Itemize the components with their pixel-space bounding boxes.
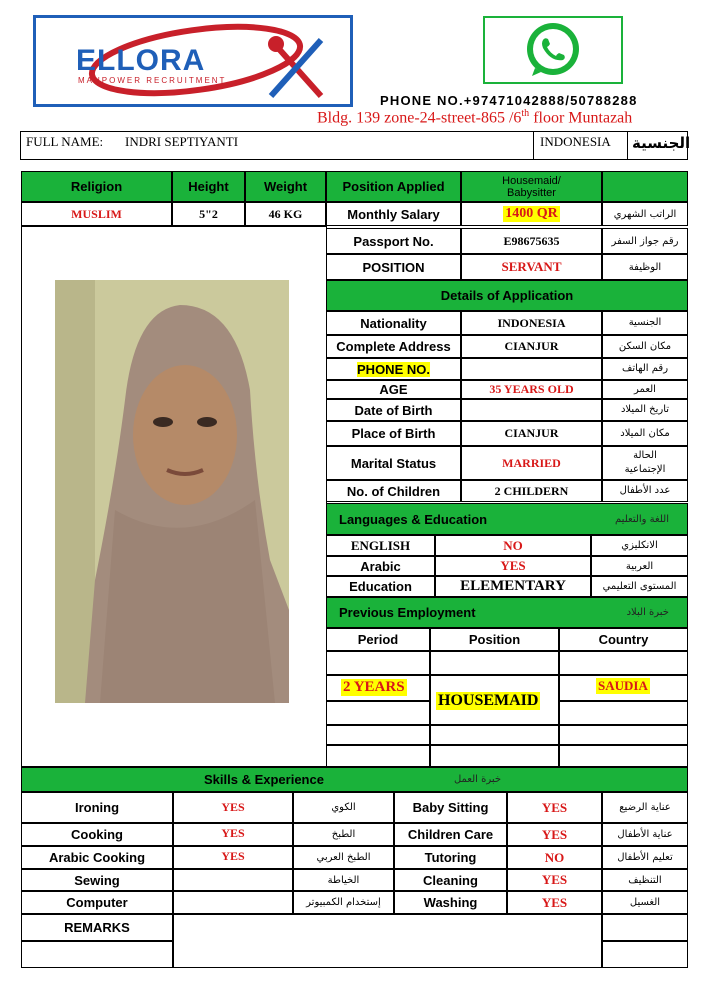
- logo-text: ELLORA: [76, 44, 206, 77]
- address-text: Bldg. 139 zone-24-street-865 /6: [317, 109, 522, 127]
- empty-header-cell: [602, 171, 688, 202]
- skill-label: Cooking: [21, 823, 173, 846]
- languages-title-ar: اللغة والتعليم: [615, 513, 669, 525]
- details-value: CIANJUR: [461, 335, 602, 358]
- skill-ar: الكوي: [293, 792, 394, 823]
- skill-value: YES: [507, 891, 602, 914]
- languages-header: [326, 503, 688, 535]
- whatsapp-logo: [483, 16, 623, 84]
- position-label: POSITION: [326, 254, 461, 280]
- previous-employment-header: [326, 597, 688, 628]
- prev-position-value: HOUSEMAID: [438, 692, 539, 709]
- details-label: AGE: [326, 380, 461, 399]
- skill-label: Computer: [21, 891, 173, 914]
- skill-label: Arabic Cooking: [21, 846, 173, 869]
- position-value: SERVANT: [461, 254, 602, 280]
- skill-value: YES: [173, 792, 293, 823]
- weight-value: 46 KG: [245, 202, 326, 226]
- details-value: MARRIED: [461, 446, 602, 480]
- prev-cell: [430, 725, 559, 745]
- address-tail: floor Muntazah: [529, 109, 633, 127]
- prev-cell: [559, 725, 688, 745]
- skill-value: YES: [507, 792, 602, 823]
- header-phone: PHONE NO.+97471042888/50788288: [380, 93, 638, 108]
- skill-ar: عناية الرضيع: [602, 792, 688, 823]
- divider: [533, 131, 534, 160]
- previous-title: Previous Employment: [339, 605, 476, 620]
- applicant-photo: [55, 280, 289, 703]
- weight-header: Weight: [245, 171, 326, 202]
- details-ar: مكان السكن: [602, 335, 688, 358]
- skill-label: Tutoring: [394, 846, 507, 869]
- skill-ar: الغسيل: [602, 891, 688, 914]
- skill-label: Children Care: [394, 823, 507, 846]
- details-label: Nationality: [326, 311, 461, 335]
- skills-title-ar: خبرة العمل: [453, 774, 502, 785]
- skill-value: [173, 891, 293, 914]
- position-ar: الوظيفة: [602, 254, 688, 280]
- religion-value: MUSLIM: [21, 202, 172, 226]
- header-address: [317, 108, 632, 127]
- full-name-label: FULL NAME:: [26, 134, 104, 149]
- skill-ar: عناية الأطفال: [602, 823, 688, 846]
- skill-value: YES: [173, 823, 293, 846]
- details-label: [326, 358, 461, 380]
- applicant-photo-image: [55, 280, 289, 703]
- details-ar: الجنسية: [602, 311, 688, 335]
- prev-cell: [559, 701, 688, 725]
- details-value: CIANJUR: [461, 421, 602, 446]
- details-value: 35 YEARS OLD: [461, 380, 602, 399]
- details-label: Place of Birth: [326, 421, 461, 446]
- prev-cell: [326, 651, 430, 675]
- nationality-ar: الجنسية: [632, 134, 691, 152]
- nationality-value: INDONESIA: [540, 134, 611, 149]
- skill-value: YES: [507, 823, 602, 846]
- details-value: INDONESIA: [461, 311, 602, 335]
- language-label: ENGLISH: [326, 535, 435, 556]
- religion-header: Religion: [21, 171, 172, 202]
- details-label: Date of Birth: [326, 399, 461, 421]
- country-header: Country: [559, 628, 688, 651]
- previous-title-ar: خبرة البلاد: [626, 607, 669, 618]
- details-ar: تاريخ الميلاد: [602, 399, 688, 421]
- language-value: ELEMENTARY: [435, 576, 591, 597]
- prev-cell: [326, 725, 430, 745]
- language-value: YES: [435, 556, 591, 576]
- skill-value: NO: [507, 846, 602, 869]
- prev-cell: [430, 745, 559, 767]
- skill-ar: الخياطة: [293, 869, 394, 891]
- height-value: 5"2: [172, 202, 245, 226]
- whatsapp-icon: [485, 18, 621, 82]
- remarks-value: [173, 914, 602, 968]
- skill-label: Ironing: [21, 792, 173, 823]
- skill-label: Baby Sitting: [394, 792, 507, 823]
- logo-subtext: MANPOWER RECRUITMENT: [78, 76, 227, 85]
- full-name-value: INDRI SEPTIYANTI: [125, 134, 239, 149]
- skill-ar: الطبخ العربي: [293, 846, 394, 869]
- position-applied-value: Housemaid/ Babysitter: [461, 171, 602, 202]
- language-ar: العربية: [591, 556, 688, 576]
- skill-ar: التنظيف: [602, 869, 688, 891]
- prev-cell: [326, 745, 430, 767]
- prev-cell: [430, 651, 559, 675]
- prev-cell: [559, 745, 688, 767]
- address-sup: th: [521, 108, 530, 119]
- details-value: [461, 358, 602, 380]
- details-header: Details of Application: [326, 280, 688, 311]
- details-ar: رقم الهاتف: [602, 358, 688, 380]
- details-label: No. of Children: [326, 480, 461, 502]
- skill-label: Cleaning: [394, 869, 507, 891]
- language-label: Education: [326, 576, 435, 597]
- remarks-cell: [602, 941, 688, 968]
- skill-value: YES: [507, 869, 602, 891]
- details-ar: العمر: [602, 380, 688, 399]
- monthly-salary-value: 1400 QR: [505, 206, 558, 221]
- skill-value: YES: [173, 846, 293, 869]
- monthly-salary-label: Monthly Salary: [326, 202, 461, 226]
- details-ar: عدد الأطفال: [602, 480, 688, 502]
- skill-ar: الطبخ: [293, 823, 394, 846]
- language-value: NO: [435, 535, 591, 556]
- language-label: Arabic: [326, 556, 435, 576]
- prev-country-value: SAUDIA: [598, 678, 648, 693]
- skill-value: [173, 869, 293, 891]
- passport-label: Passport No.: [326, 228, 461, 254]
- prev-cell: [559, 651, 688, 675]
- details-value: [461, 399, 602, 421]
- remarks-cell: [21, 941, 173, 968]
- monthly-salary-cell: [461, 202, 602, 226]
- language-ar: المستوى التعليمي: [591, 576, 688, 597]
- ellora-logo: [33, 15, 353, 107]
- languages-title: Languages & Education: [339, 511, 488, 527]
- skill-ar: إستخدام الكمبيوتر: [293, 891, 394, 914]
- divider: [627, 131, 628, 160]
- details-value: 2 CHILDERN: [461, 480, 602, 502]
- skill-ar: تعليم الأطفال: [602, 846, 688, 869]
- details-label: Marital Status: [326, 446, 461, 480]
- monthly-salary-ar: الراتب الشهري: [602, 202, 688, 226]
- remarks-cell: [602, 914, 688, 941]
- details-ar: مكان الميلاد: [602, 421, 688, 446]
- prev-position-header: Position: [430, 628, 559, 651]
- prev-cell: [326, 701, 430, 725]
- skills-header: [21, 767, 688, 792]
- details-label: Complete Address: [326, 335, 461, 358]
- passport-value: E98675635: [461, 228, 602, 254]
- remarks-label: REMARKS: [21, 914, 173, 941]
- position-applied-header: Position Applied: [326, 171, 461, 202]
- skills-title: Skills & Experience: [204, 772, 324, 787]
- language-ar: الانكليزي: [591, 535, 688, 556]
- period-header: Period: [326, 628, 430, 651]
- skill-label: Washing: [394, 891, 507, 914]
- height-header: Height: [172, 171, 245, 202]
- skill-label: Sewing: [21, 869, 173, 891]
- passport-ar: رقم جواز السفر: [602, 228, 688, 254]
- prev-period-value: 2 YEARS: [343, 679, 405, 695]
- details-ar: الحالة الإجتماعية: [602, 446, 688, 480]
- phone-label: PHONE NO.: [357, 361, 430, 377]
